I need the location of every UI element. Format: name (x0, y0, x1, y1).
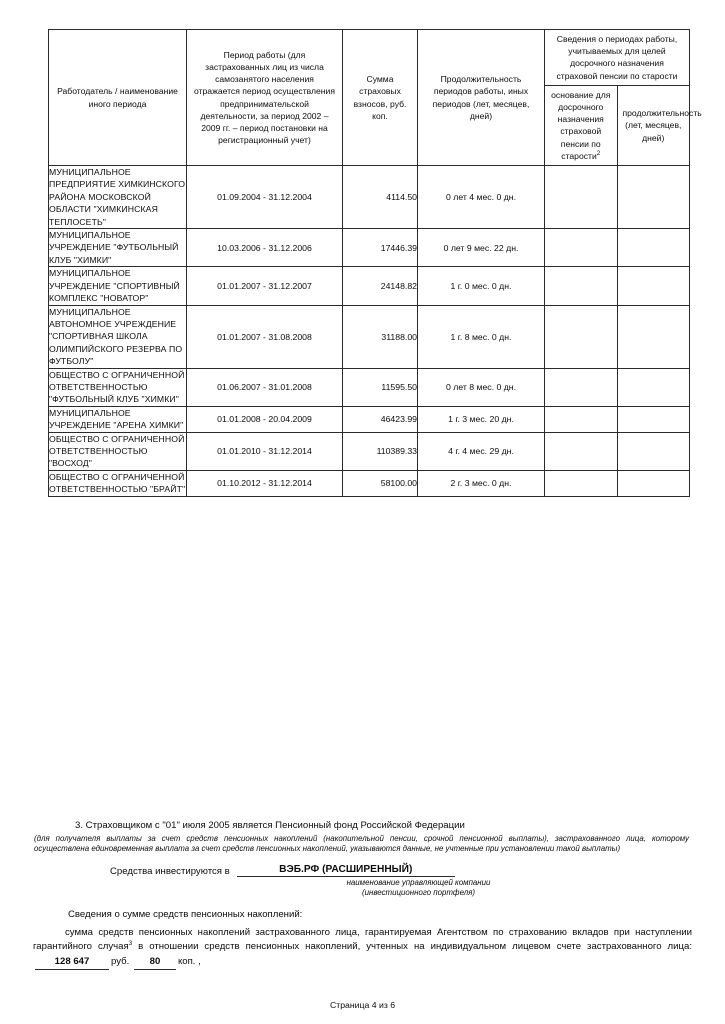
cell-duration: 1 г. 3 мес. 20 дн. (418, 406, 545, 432)
cell-contribution-sum: 4114.50 (343, 166, 418, 229)
investment-row (0, 864, 725, 877)
amount-kopecks-label: коп. , (177, 955, 201, 967)
pension-accumulations-title: Сведения о сумме средств пенсионных накоплений: (68, 909, 303, 920)
cell-employer: МУНИЦИПАЛЬНОЕ УЧРЕЖДЕНИЕ "АРЕНА ХИМКИ" (49, 406, 187, 432)
cell-contribution-sum: 11595.50 (343, 368, 418, 406)
table-row (49, 470, 690, 496)
table-row (49, 432, 690, 470)
investment-caption (0, 877, 725, 899)
cell-duration: 0 лет 4 мес. 0 дн. (418, 166, 545, 229)
table-row (49, 166, 690, 229)
cell-early-pension-basis (545, 432, 618, 470)
cell-contribution-sum: 58100.00 (343, 470, 418, 496)
column-header-employer: Работодатель / наименование иного периода (49, 30, 187, 166)
table-row (49, 305, 690, 368)
column-header-early-pension-duration: продолжительность (лет, месяцев, дней) (617, 85, 690, 165)
cell-contribution-sum: 24148.82 (343, 267, 418, 305)
cell-early-pension-basis (545, 305, 618, 368)
table-row (49, 368, 690, 406)
accumulations-text-part-1: сумма средств пенсионных накоплений застрахованного лица, гарантируемая Агентством по страхованию вкладов при наступлении гарантийного случая (33, 927, 692, 953)
table-row (49, 229, 690, 267)
cell-early-pension-duration (617, 305, 690, 368)
cell-work-period: 10.03.2006 - 31.12.2006 (187, 229, 343, 267)
page-footer (0, 1000, 725, 1010)
cell-duration: 0 лет 9 мес. 22 дн. (418, 229, 545, 267)
cell-work-period: 01.01.2010 - 31.12.2014 (187, 432, 343, 470)
cell-employer: МУНИЦИПАЛЬНОЕ АВТОНОМНОЕ УЧРЕЖДЕНИЕ "СПОРТИВНАЯ ШКОЛА ОЛИМПИЙСКОГО РЕЗЕРВА ПО ФУТБОЛУ" (49, 305, 187, 368)
cell-early-pension-duration (617, 470, 690, 496)
footnote-marker-2: 2 (596, 149, 601, 157)
cell-employer: ОБЩЕСТВО С ОГРАНИЧЕННОЙ ОТВЕТСТВЕННОСТЬЮ "ВОСХОД" (49, 432, 187, 470)
cell-work-period: 01.09.2004 - 31.12.2004 (187, 166, 343, 229)
cell-duration: 4 г. 4 мес. 29 дн. (418, 432, 545, 470)
cell-early-pension-duration (617, 229, 690, 267)
column-header-early-pension-basis (545, 85, 618, 165)
column-header-duration: Продолжительность периодов работы, иных периодов (лет, месяцев, дней) (418, 30, 545, 166)
cell-early-pension-basis (545, 406, 618, 432)
accumulations-text-part-2: в отношении средств пенсионных накоплений, учтенных на индивидуальном лицевом счете застрахованного лица: (132, 941, 692, 953)
column-group-header-early-pension: Сведения о периодах работы, учитываемых для целей досрочного назначения страховой пенсии по старости (545, 30, 690, 86)
cell-early-pension-duration (617, 368, 690, 406)
cell-contribution-sum: 46423.99 (343, 406, 418, 432)
page-number-label: Страница 4 из 6 (329, 1000, 396, 1010)
cell-duration: 0 лет 8 мес. 0 дн. (418, 368, 545, 406)
clause-3-insurer: 3. Страховщиком с "01" июля 2005 является Пенсионный фонд Российской Федерации (75, 820, 465, 831)
amount-rubles-label: руб. (111, 955, 130, 967)
cell-contribution-sum: 31188.00 (343, 305, 418, 368)
table-row (49, 406, 690, 432)
cell-early-pension-basis (545, 368, 618, 406)
cell-work-period: 01.01.2007 - 31.12.2007 (187, 267, 343, 305)
investment-caption-line-1: наименование управляющей компании (346, 877, 491, 887)
table-header-row-1 (49, 30, 690, 86)
cell-early-pension-duration (617, 406, 690, 432)
cell-early-pension-basis (545, 229, 618, 267)
cell-employer: МУНИЦИПАЛЬНОЕ ПРЕДПРИЯТИЕ ХИМКИНСКОГО РАЙОНА МОСКОВСКОЙ ОБЛАСТИ "ХИМКИНСКАЯ ТЕПЛОСЕТЬ" (49, 167, 186, 227)
cell-work-period: 01.10.2012 - 31.12.2014 (187, 470, 343, 496)
column-header-work-period: Период работы (для застрахованных лиц из числа самозанятого населения отражается период осуществления предпринимательской деятельности, за период 2002 – 2009 гг. – период постановки на регистрационный учет) (187, 30, 343, 166)
document-body-text (0, 819, 725, 970)
periods-table-container (48, 29, 702, 497)
cell-duration: 2 г. 3 мес. 0 дн. (418, 470, 545, 496)
cell-work-period: 01.01.2008 - 20.04.2009 (187, 406, 343, 432)
column-header-early-pension-basis-text: основание для досрочного назначения страховой пенсии по старости (551, 89, 611, 161)
cell-contribution-sum: 110389.33 (343, 432, 418, 470)
cell-employer: МУНИЦИПАЛЬНОЕ УЧРЕЖДЕНИЕ "ФУТБОЛЬНЫЙ КЛУБ "ХИМКИ" (49, 229, 187, 267)
investment-label: Средства инвестируются в (110, 865, 230, 877)
footnote-marker-3: 3 (128, 940, 133, 948)
table-row (49, 267, 690, 305)
cell-early-pension-duration (617, 432, 690, 470)
cell-duration: 1 г. 0 мес. 0 дн. (418, 267, 545, 305)
cell-early-pension-basis (545, 166, 618, 229)
periods-table (48, 29, 702, 497)
cell-employer: ОБЩЕСТВО С ОГРАНИЧЕННОЙ ОТВЕТСТВЕННОСТЬЮ "ФУТБОЛЬНЫЙ КЛУБ "ХИМКИ" (49, 368, 187, 406)
investment-management-company-value: ВЭБ.РФ (РАСШИРЕННЫЙ) (237, 864, 455, 877)
amount-rubles-value: 128 647 (35, 955, 109, 970)
pension-accumulations-paragraph (0, 920, 725, 970)
cell-work-period: 01.01.2007 - 31.08.2008 (187, 305, 343, 368)
column-header-contribution-sum: Сумма страховых взносов, руб. коп. (343, 30, 418, 166)
cell-contribution-sum: 17446.39 (343, 229, 418, 267)
table-body (49, 166, 690, 497)
legal-note-payout: (для получателя выплаты за счет средств пенсионных накоплений (накопительной пенсии, срочной пенсионной выплаты), застрахованного лица, которому осуществлена единовременная выплата за счет средств пенсионных накоплений, указываются данные, не учтенные при установлении такой выплаты) (34, 834, 689, 854)
cell-early-pension-basis (545, 267, 618, 305)
cell-early-pension-basis (545, 470, 618, 496)
cell-employer: МУНИЦИПАЛЬНОЕ УЧРЕЖДЕНИЕ "СПОРТИВНЫЙ КОМПЛЕКС "НОВАТОР" (49, 267, 187, 305)
cell-employer: ОБЩЕСТВО С ОГРАНИЧЕННОЙ ОТВЕТСТВЕННОСТЬЮ "БРАЙТ" (49, 471, 186, 495)
table-header (49, 30, 702, 166)
cell-duration: 1 г. 8 мес. 0 дн. (418, 305, 545, 368)
investment-caption-line-2: (инвестиционного портфеля) (361, 888, 476, 898)
amount-kopecks-value: 80 (134, 955, 176, 970)
cell-early-pension-duration (617, 166, 690, 229)
cell-work-period: 01.06.2007 - 31.01.2008 (187, 368, 343, 406)
cell-early-pension-duration (617, 267, 690, 305)
